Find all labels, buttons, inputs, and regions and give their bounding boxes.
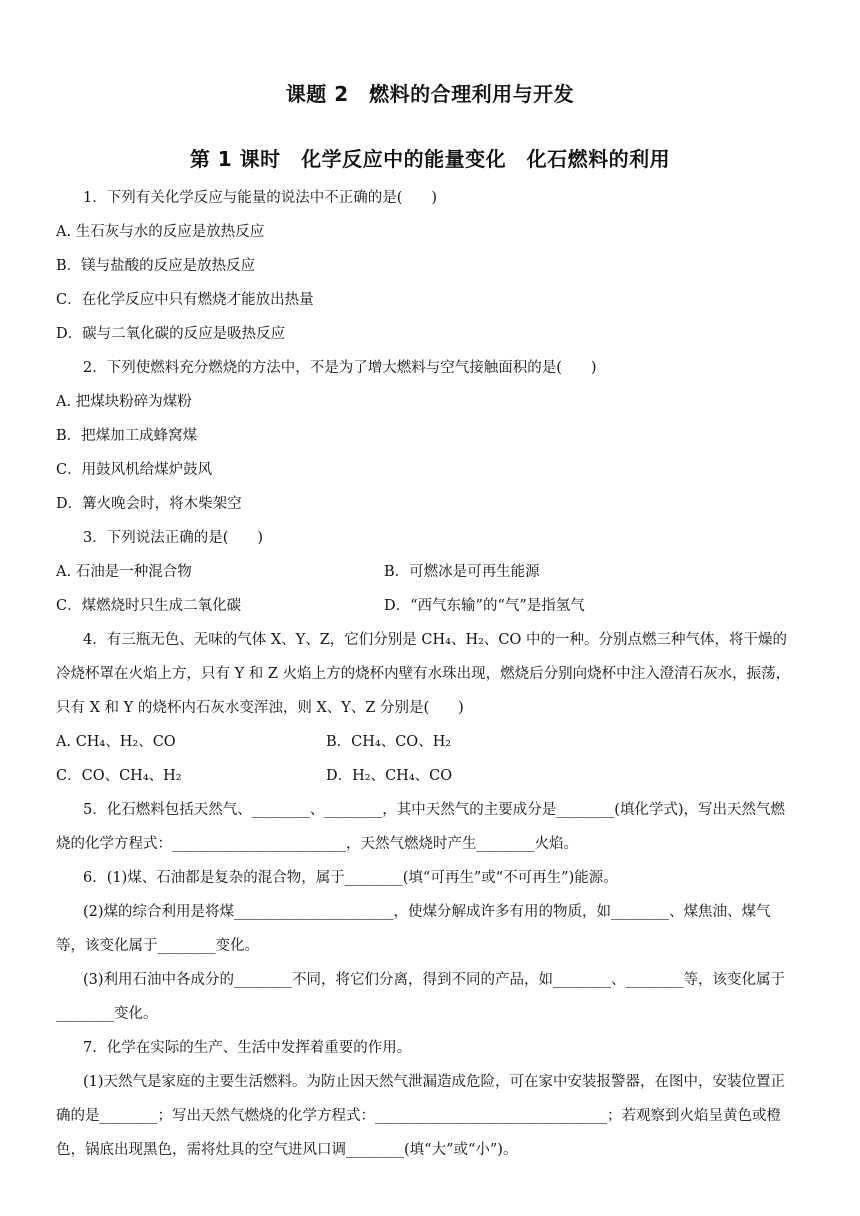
question-3-stem: 3．下列说法正确的是( )	[83, 530, 264, 546]
question-2-option-b: B．把煤加工成蜂窝煤	[56, 428, 198, 444]
question-5-line-1: 5．化石燃料包括天然气、________、________，其中天然气的主要成分是________(填化学式)，写出天然气燃	[83, 802, 786, 818]
question-1-stem: 1．下列有关化学反应与能量的说法中不正确的是( )	[83, 190, 438, 206]
question-6-line-4: (3)利用石油中各成分的________不同，将它们分离，得到不同的产品，如________、________等，该变化属于	[83, 972, 786, 988]
question-4-option-d: D．H₂、CH₄、CO	[326, 768, 453, 784]
question-3-option-b: B．可燃冰是可再生能源	[384, 564, 540, 580]
question-6-line-5: ________变化。	[56, 1006, 158, 1022]
question-6-line-2: (2)煤的综合利用是将煤______________________，使煤分解成许多有用的物质，如________、煤焦油、煤气	[83, 904, 771, 920]
question-3-option-c: C．煤燃烧时只生成二氧化碳	[56, 598, 242, 614]
question-4-option-b: B．CH₄、CO、H₂	[326, 734, 452, 750]
question-4-line-1: 4．有三瓶无色、无味的气体 X、Y、Z，它们分别是 CH₄、H₂、CO 中的一种。分别点燃三种气体，将干燥的	[83, 632, 788, 648]
question-7-line-2: (1)天然气是家庭的主要生活燃料。为防止因天然气泄漏造成危险，可在家中安装报警器，在图中，安装位置正	[83, 1074, 786, 1090]
question-1-option-d: D．碳与二氧化碳的反应是吸热反应	[56, 326, 286, 342]
question-3-option-d: D．“西气东输”的“气”是指氢气	[384, 598, 585, 614]
question-4-line-3: 只有 X 和 Y 的烧杯内石灰水变浑浊，则 X、Y、Z 分别是( )	[56, 700, 464, 716]
question-1-option-c: C．在化学反应中只有燃烧才能放出热量	[56, 292, 314, 308]
question-2-option-c: C．用鼓风机给煤炉鼓风	[56, 462, 213, 478]
question-4-option-c: C．CO、CH₄、H₂	[56, 768, 182, 784]
lesson-subtitle: 第 1 课时 化学反应中的能量变化 化石燃料的利用	[189, 147, 671, 171]
question-7-line-4: 色，锅底出现黑色，需将灶具的空气进风口调________(填“大”或“小”)。	[56, 1142, 518, 1158]
question-4-line-2: 冷烧杯罩在火焰上方，只有 Y 和 Z 火焰上方的烧杯内壁有水珠出现，燃烧后分别向烧杯中注入澄清石灰水，振荡，	[56, 666, 791, 682]
question-1-option-a: A. 生石灰与水的反应是放热反应	[56, 224, 265, 240]
question-2-option-a: A. 把煤块粉碎为煤粉	[56, 394, 192, 410]
question-2-stem: 2．下列使燃料充分燃烧的方法中，不是为了增大燃料与空气接触面积的是( )	[83, 360, 597, 376]
question-1-option-b: B．镁与盐酸的反应是放热反应	[56, 258, 256, 274]
question-6-line-1: 6．(1)煤、石油都是复杂的混合物，属于________(填“可再生”或“不可再生”)能源。	[83, 870, 618, 886]
question-6-line-3: 等，该变化属于________变化。	[56, 938, 259, 954]
question-4-option-a: A. CH₄、H₂、CO	[56, 734, 176, 750]
question-3-option-a: A. 石油是一种混合物	[56, 564, 192, 580]
question-7-line-1: 7．化学在实际的生产、生活中发挥着重要的作用。	[83, 1040, 412, 1056]
question-7-line-3: 确的是________；写出天然气燃烧的化学方程式：________________________________；若观察到火焰呈黄色或橙	[56, 1108, 781, 1124]
question-2-option-d: D．篝火晚会时，将木柴架空	[56, 496, 242, 512]
question-5-line-2: 烧的化学方程式：________________________，天然气燃烧时产生________火焰。	[56, 836, 578, 852]
page-title: 课题 2 燃料的合理利用与开发	[285, 82, 575, 106]
